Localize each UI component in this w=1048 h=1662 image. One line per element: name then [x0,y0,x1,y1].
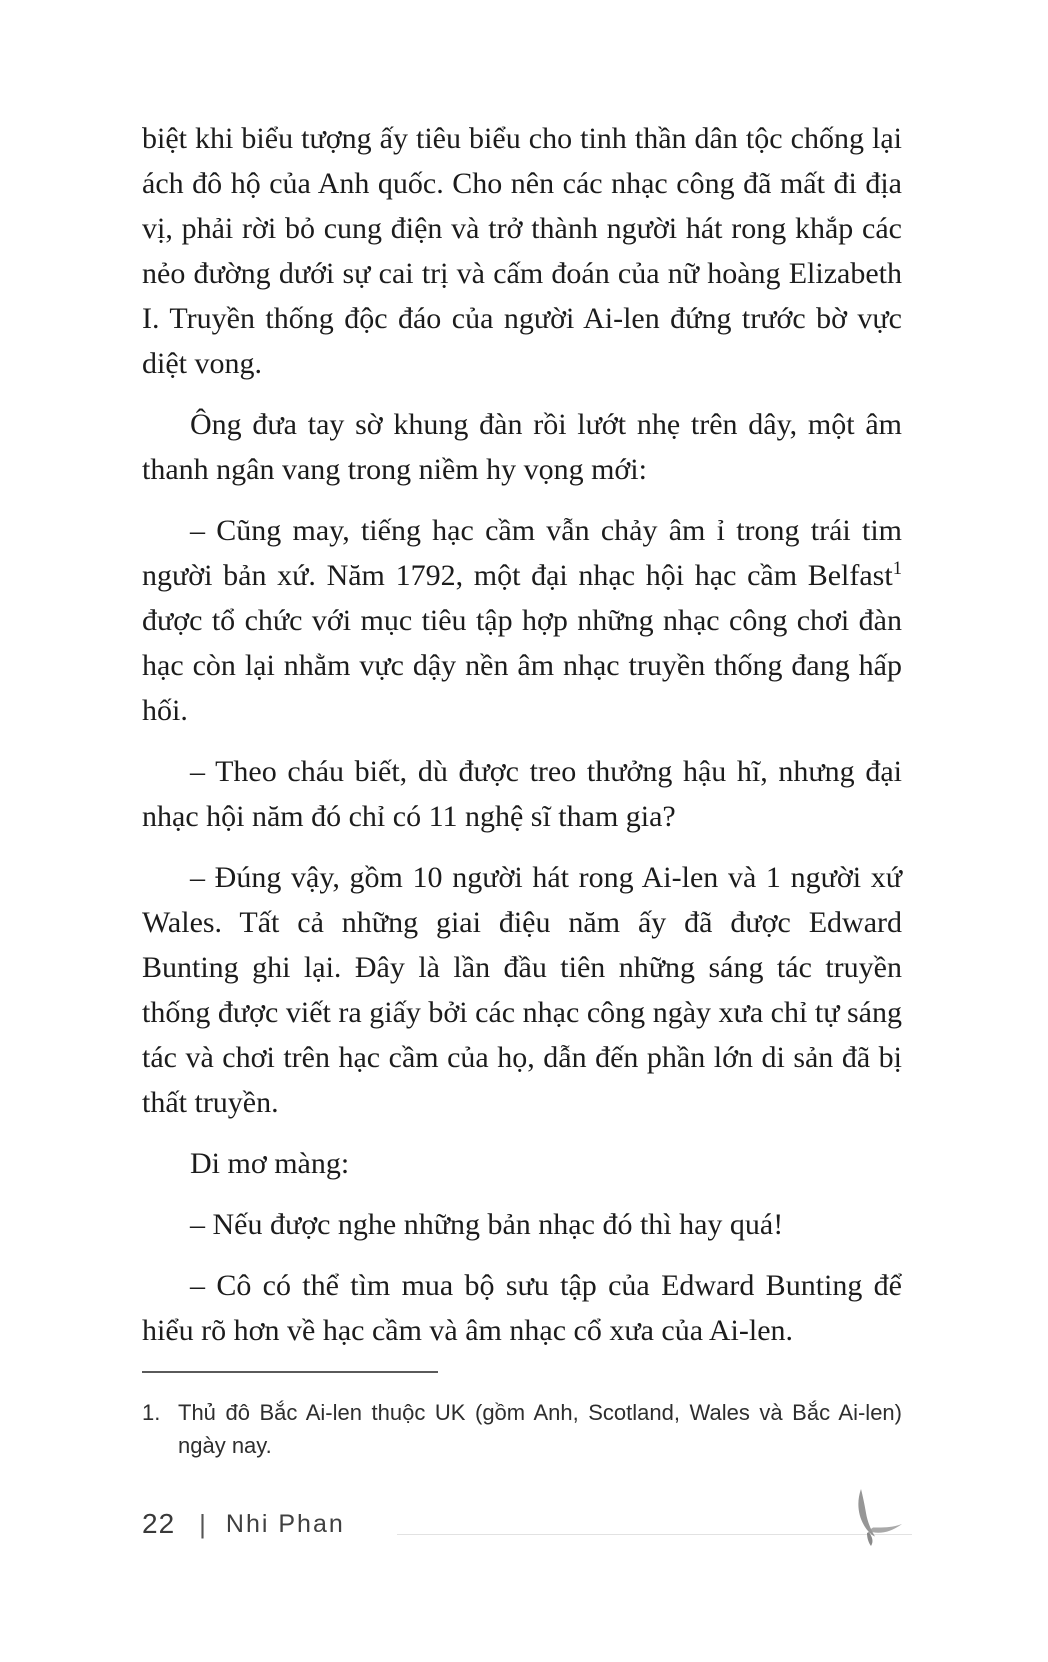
page-text-block [142,116,902,1369]
footer-rule [397,1534,912,1535]
paragraph: – Nếu được nghe những bản nhạc đó thì hay quá! [190,1208,784,1241]
paragraph: Ông đưa tay sờ khung đàn rồi lướt nhẹ trên dây, một âm thanh ngân vang trong niềm hy vọng mới: [142,408,902,486]
paragraph [142,508,902,733]
footnote-reference: 1 [892,558,902,579]
footnote-marker: 1. [142,1400,161,1425]
seagull-icon [848,1487,906,1549]
page-number: 22 [142,1508,176,1539]
paragraph: – Theo cháu biết, dù được treo thưởng hậu hĩ, nhưng đại nhạc hội năm đó chỉ có 11 nghệ sĩ tham gia? [142,755,902,833]
paragraph-text: được tổ chức với mục tiêu tập hợp những nhạc công chơi đàn hạc còn lại nhằm vực dậy nền âm nhạc truyền thống đang hấp hối. [142,604,902,727]
footnote-text: Thủ đô Bắc Ai-len thuộc UK (gồm Anh, Scotland, Wales và Bắc Ai-len) ngày nay. [178,1400,902,1458]
paragraph: – Cô có thể tìm mua bộ sưu tập của Edward Bunting để hiểu rõ hơn về hạc cầm và âm nhạc cổ xưa của Ai-len. [142,1269,902,1347]
paragraph: Di mơ màng: [190,1147,350,1180]
paragraph: biệt khi biểu tượng ấy tiêu biểu cho tinh thần dân tộc chống lại ách đô hộ của Anh quốc. Cho nên các nhạc công đã mất đi địa vị, phải rời bỏ cung điện và trở thành người hát rong khắp các nẻo đường dưới sự cai trị và cấm đoán của nữ hoàng Elizabeth I. Truyền thống độc đáo của người Ai-len đứng trước bờ vực diệt vong. [142,122,902,380]
author-name: Nhi Phan [225,1509,345,1538]
footer-separator: | [199,1508,206,1539]
paragraph: – Đúng vậy, gồm 10 người hát rong Ai-len và 1 người xứ Wales. Tất cả những giai điệu năm ấy đã được Edward Bunting ghi lại. Đây là lần đầu tiên những sáng tác truyền thống được viết ra giấy bởi các nhạc công ngày xưa chỉ tự sáng tác và chơi trên hạc cầm của họ, dẫn đến phần lớn di sản đã bị thất truyền. [142,861,902,1119]
footnote-divider [142,1371,438,1373]
page-footer [142,1503,920,1545]
paragraph-text: – Cũng may, tiếng hạc cầm vẫn chảy âm ỉ trong trái tim người bản xứ. Năm 1792, một đại nhạc hội hạc cầm Belfast [142,514,902,592]
footnote [142,1396,902,1462]
